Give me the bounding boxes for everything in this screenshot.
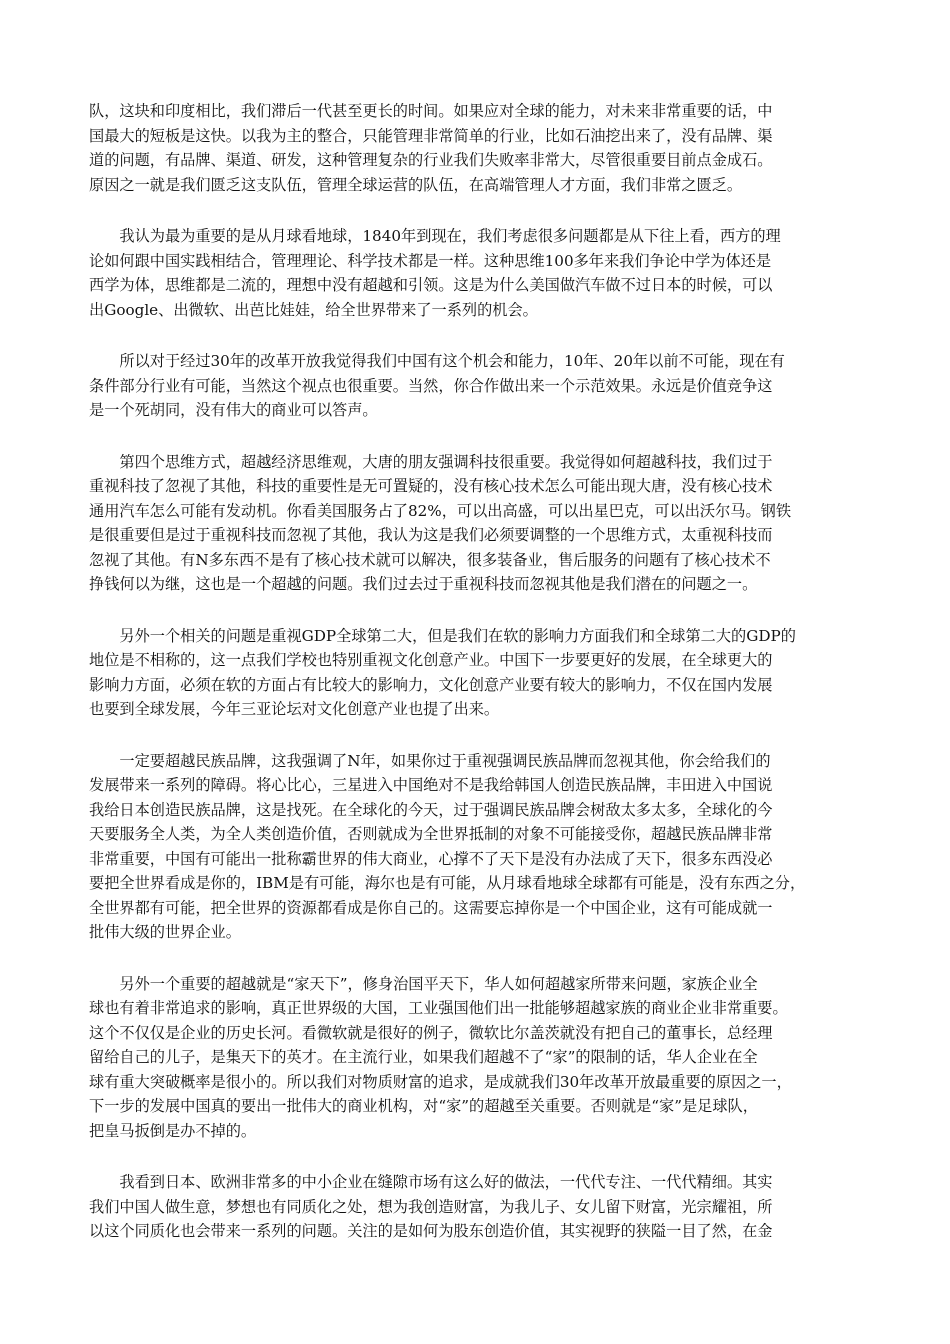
text-line: 这个不仅仅是企业的历史长河。看微软就是很好的例子，微软比尔盖茨就没有把自己的董事长，总经理 [89,1023,773,1042]
text-line: 我们中国人做生意，梦想也有同质化之处，想为我创造财富，为我儿子、女儿留下财富，光宗耀祖，所 [89,1197,773,1216]
text-line: 通用汽车怎么可能有发动机。你看美国服务占了82%，可以出高盛，可以出星巴克，可以出沃尔马。钢铁 [89,501,792,520]
text-line: 球有重大突破概率是很小的。所以我们对物质财富的追求，是成就我们30年改革开放最重要的原因之一， [89,1072,792,1091]
text-line: 影响力方面，必须在软的方面占有比较大的影响力，文化创意产业要有较大的影响力，不仅在国内发展 [89,675,773,694]
text-line: 以这个同质化也会带来一系列的问题。关注的是如何为股东创造价值，其实视野的狭隘一目了然，在金 [89,1222,773,1240]
text-line: 论如何跟中国实践相结合，管理理论、科学技术都是一样。这种思维100多年来我们争论中学为体还是 [89,251,772,270]
paragraph [89,624,865,722]
document-body [89,99,865,1271]
paragraph [89,224,865,322]
paragraph [89,349,865,423]
text-line: 国最大的短板是这快。以我为主的整合，只能管理非常简单的行业，比如石油挖出来了，没有品牌、渠 [89,126,773,145]
text-line: 把皇马扳倒是办不掉的。 [89,1121,257,1140]
text-line: 批伟大级的世界企业。 [89,923,241,941]
paragraph [89,1170,865,1244]
text-line: 挣钱何以为继，这也是一个超越的问题。我们过去过于重视科技而忽视其他是我们潜在的问题之一。 [89,575,758,593]
text-line: 忽视了其他。有N多东西不是有了核心技术就可以解决，很多装备业，售后服务的问题有了核心技术不 [89,550,771,569]
text-line: 是一个死胡同，没有伟大的商业可以答声。 [89,401,378,419]
text-line: 一定要超越民族品牌，这我强调了N年，如果你过于重视强调民族品牌而忽视其他，你会给我们的 [89,751,771,770]
text-line: 我给日本创造民族品牌，这是找死。在全球化的今天，过于强调民族品牌会树敌太多太多，全球化的今 [89,800,773,819]
paragraph [89,972,865,1144]
text-line: 是很重要但是过于重视科技而忽视了其他，我认为这是我们必须要调整的一个思维方式，太重视科技而 [89,526,773,544]
text-line: 留给自己的儿子，是集天下的英才。在主流行业，如果我们超越不了“家”的限制的话，华人企业在全 [89,1048,758,1066]
text-line: 重视科技了忽视了其他，科技的重要性是无可置疑的，没有核心技术怎么可能出现大唐，没有核心技术 [89,477,773,495]
text-line: 也要到全球发展，今年三亚论坛对文化创意产业也提了出来。 [89,700,500,718]
text-line: 要把全世界看成是你的，IBM是有可能，海尔也是有可能，从月球看地球全球都有可能是，没有东西之分， [89,874,806,892]
text-line: 队，这块和印度相比，我们滞后一代甚至更长的时间。如果应对全球的能力，对未来非常重要的话，中 [89,102,773,120]
text-line: 我看到日本、欧洲非常多的中小企业在缝隙市场有这么好的做法，一代代专注、一代代精细。其实 [89,1173,773,1191]
text-line: 天要服务全人类，为全人类创造价值，否则就成为全世界抵制的对象不可能接受你，超越民族品牌非常 [89,825,773,843]
text-line: 下一步的发展中国真的要出一批伟大的商业机构，对“家”的超越至关重要。否则就是“家”是足球队， [89,1097,758,1115]
paragraph [89,450,865,597]
text-line: 全世界都有可能，把全世界的资源都看成是你自己的。这需要忘掉你是一个中国企业，这有可能成就一 [89,898,773,917]
text-line: 我认为最为重要的是从月球看地球，1840年到现在，我们考虑很多问题都是从下往上看，西方的理 [89,227,781,245]
text-line: 原因之一就是我们匮乏这支队伍，管理全球运营的队伍，在高端管理人才方面，我们非常之匮乏。 [89,175,743,194]
text-line: 道的问题，有品牌、渠道、研发，这种管理复杂的行业我们失败率非常大，尽管很重要目前点金成石。 [89,151,773,169]
text-line: 非常重要，中国有可能出一批称霸世界的伟大商业，心撑不了天下是没有办法成了天下，很多东西没必 [89,849,773,868]
text-line: 球也有着非常追求的影响，真正世界级的大国，工业强国他们出一批能够超越家族的商业企业非常重要。 [89,999,788,1017]
text-line: 条件部分行业有可能，当然这个视点也很重要。当然，你合作做出来一个示范效果。永远是价值竞争这 [89,376,773,395]
text-line: 发展带来一系列的障碍。将心比心，三星进入中国绝对不是我给韩国人创造民族品牌，丰田进入中国说 [89,776,773,794]
text-line: 出Google、出微软、出芭比娃娃，给全世界带来了一系列的机会。 [89,300,538,319]
text-line: 所以对于经过30年的改革开放我觉得我们中国有这个机会和能力，10年、20年以前不可能，现在有 [89,352,785,370]
text-line: 第四个思维方式，超越经济思维观，大唐的朋友强调科技很重要。我觉得如何超越科技，我们过于 [89,452,773,471]
text-line: 另外一个重要的超越就是“家天下”，修身治国平天下，华人如何超越家所带来问题，家族企业全 [89,974,758,993]
paragraph [89,749,865,945]
text-line: 另外一个相关的问题是重视GDP全球第二大，但是我们在软的影响力方面我们和全球第二大的GDP的 [89,626,796,645]
paragraph [89,99,865,197]
text-line: 西学为体，思维都是二流的，理想中没有超越和引领。这是为什么美国做汽车做不过日本的时候，可以 [89,276,773,294]
text-line: 地位是不相称的，这一点我们学校也特别重视文化创意产业。中国下一步要更好的发展，在全球更大的 [89,651,773,669]
